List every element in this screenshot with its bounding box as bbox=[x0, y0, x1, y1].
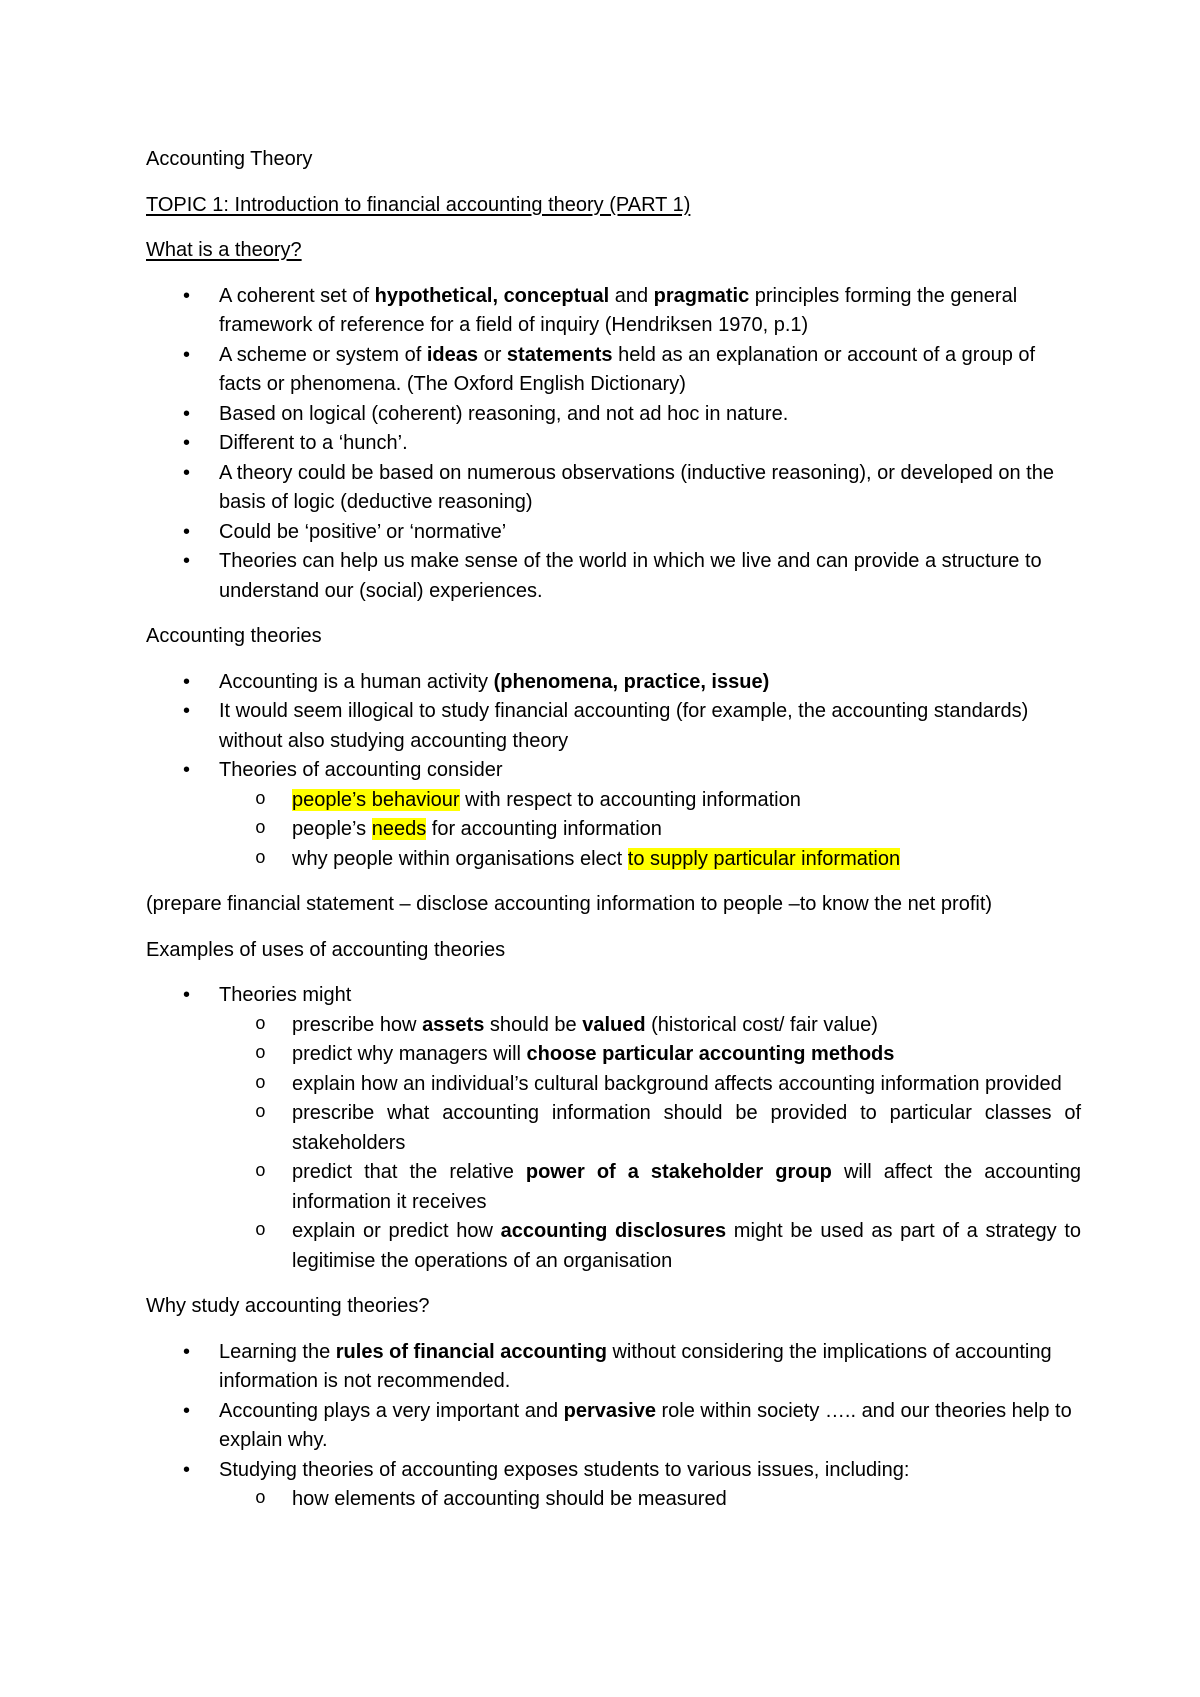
text: predict why managers will bbox=[292, 1043, 527, 1065]
text: held as an explanation or account of a group of facts or phenomena. (The Oxford English Dictionary) bbox=[219, 343, 1036, 395]
bold-text: power of a stakeholder group bbox=[525, 1161, 832, 1183]
list-item: • Could be ‘positive’ or ‘normative’ bbox=[146, 518, 1081, 548]
list-item bbox=[146, 1397, 1081, 1456]
list-item bbox=[146, 756, 1081, 874]
bullet-list-what-is-theory bbox=[146, 282, 1081, 607]
text: Theories might bbox=[219, 984, 352, 1006]
bold-text: statements bbox=[506, 343, 613, 366]
text: role within society ….. and our theories help to explain why. bbox=[219, 1399, 1072, 1451]
topic-heading: TOPIC 1: Introduction to financial accounting theory (PART 1) bbox=[146, 193, 691, 216]
list-item bbox=[146, 668, 1081, 698]
list-item: • Based on logical (coherent) reasoning, and not ad hoc in nature. bbox=[146, 400, 1081, 430]
text: people’s bbox=[292, 818, 372, 840]
text: prescribe how bbox=[292, 1013, 423, 1036]
text: Accounting is a human activity bbox=[219, 670, 494, 693]
text: principles forming the general framework of reference for a field of inquiry (Hendriksen 1970, p.1) bbox=[219, 284, 1018, 336]
sub-list bbox=[219, 1485, 1081, 1515]
list-item bbox=[146, 981, 1081, 1276]
list-item bbox=[146, 1456, 1081, 1515]
text: A scheme or system of bbox=[219, 343, 427, 366]
note-paragraph: (prepare financial statement – disclose accounting information to people –to know the net profit) bbox=[146, 893, 993, 915]
text: for accounting information bbox=[426, 818, 662, 840]
highlighted-text: needs bbox=[371, 818, 427, 840]
text: explain or predict how bbox=[292, 1220, 501, 1242]
bold-text: pragmatic bbox=[653, 284, 750, 307]
text: A coherent set of bbox=[219, 284, 375, 307]
sub-list-item bbox=[219, 1040, 1081, 1070]
bold-text: hypothetical, conceptual bbox=[374, 284, 610, 307]
list-item bbox=[146, 1338, 1081, 1397]
sub-list-item bbox=[219, 815, 1081, 845]
text: Theories of accounting consider bbox=[219, 759, 503, 781]
section-heading-examples: Examples of uses of accounting theories bbox=[146, 938, 506, 961]
sub-list-item bbox=[219, 1011, 1081, 1041]
section-heading-accounting-theories: Accounting theories bbox=[146, 625, 322, 647]
list-item: • Theories can help us make sense of the world in which we live and can provide a structure to understand our (social) experiences. bbox=[146, 547, 1081, 606]
text: will affect the accounting information it receives bbox=[292, 1161, 1081, 1213]
text: should be bbox=[484, 1013, 583, 1036]
text: why people within organisations elect bbox=[292, 847, 628, 870]
list-item bbox=[146, 341, 1081, 400]
bullet-list-examples bbox=[146, 981, 1081, 1276]
text: with respect to accounting information bbox=[459, 788, 801, 811]
section-heading-why-study: Why study accounting theories? bbox=[146, 1295, 430, 1317]
sub-list-item: o how elements of accounting should be measured bbox=[219, 1485, 1081, 1515]
document-page bbox=[146, 145, 1081, 1531]
bold-text: rules of financial accounting bbox=[335, 1340, 607, 1363]
text: predict that the relative bbox=[292, 1161, 526, 1183]
bold-text: assets bbox=[422, 1013, 485, 1036]
highlighted-text: people’s behaviour bbox=[292, 788, 460, 811]
text: and bbox=[609, 284, 654, 307]
sub-list bbox=[219, 786, 1081, 875]
bold-text: choose particular accounting methods bbox=[526, 1043, 895, 1065]
text: without considering the implications of accounting information is not recommended. bbox=[219, 1340, 1052, 1392]
highlighted-text: to supply particular information bbox=[627, 847, 901, 870]
sub-list-item bbox=[219, 786, 1081, 816]
text: Accounting plays a very important and bbox=[219, 1399, 564, 1422]
text: might be used as part of a strategy to legitimise the operations of an organisation bbox=[292, 1220, 1081, 1272]
section-heading-what-is-theory: What is a theory? bbox=[146, 239, 302, 261]
bold-text: (phenomena, practice, issue) bbox=[493, 670, 770, 693]
sub-list-item: o prescribe what accounting information should be provided to particular classes of stakeholders bbox=[219, 1099, 1081, 1158]
text: (historical cost/ fair value) bbox=[645, 1013, 878, 1036]
text: Learning the bbox=[219, 1340, 336, 1363]
bold-text: accounting disclosures bbox=[500, 1220, 727, 1242]
bullet-list-accounting-theories bbox=[146, 668, 1081, 875]
list-item: • A theory could be based on numerous observations (inductive reasoning), or developed on the basis of logic (deductive reasoning) bbox=[146, 459, 1081, 518]
list-item: • Different to a ‘hunch’. bbox=[146, 429, 1081, 459]
bold-text: valued bbox=[582, 1013, 646, 1036]
text: or bbox=[478, 343, 507, 366]
text: Studying theories of accounting exposes students to various issues, including: bbox=[219, 1458, 910, 1481]
sub-list-item bbox=[219, 1217, 1081, 1276]
sub-list-item bbox=[219, 1158, 1081, 1217]
document-title: Accounting Theory bbox=[146, 148, 313, 170]
bold-text: pervasive bbox=[563, 1399, 656, 1422]
sub-list-item: o explain how an individual’s cultural background affects accounting information provided bbox=[219, 1070, 1081, 1100]
list-item bbox=[146, 282, 1081, 341]
bold-text: ideas bbox=[426, 343, 479, 366]
bullet-list-why-study bbox=[146, 1338, 1081, 1515]
sub-list bbox=[219, 1011, 1081, 1277]
sub-list-item bbox=[219, 845, 1081, 875]
list-item: • It would seem illogical to study financial accounting (for example, the accounting standards) without also studying accounting theory bbox=[146, 697, 1081, 756]
